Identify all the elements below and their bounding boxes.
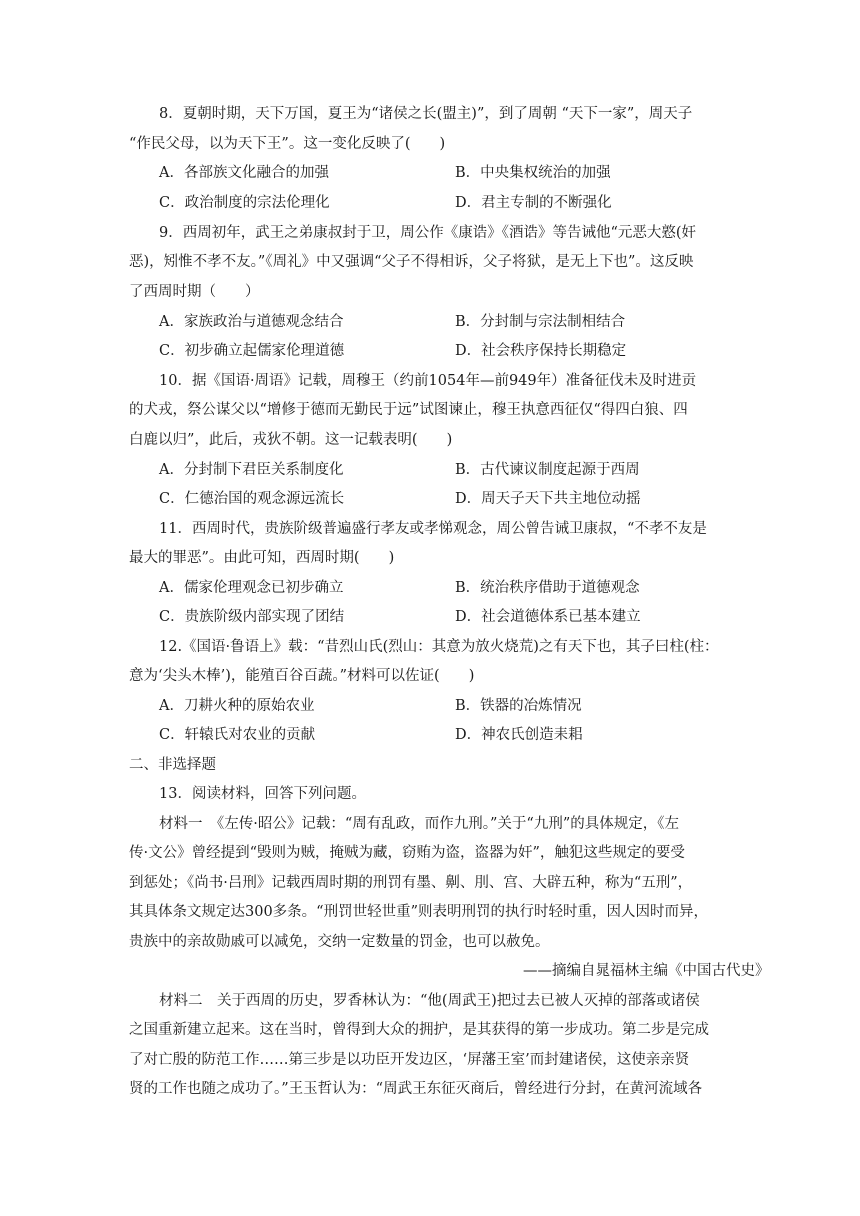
question-10-option-b: B．古代谏议制度起源于西周 [455, 462, 640, 478]
question-11-line-1: 11．西周时代，贵族阶级普遍盛行孝友或孝悌观念，周公曾告诫卫康叔，“不孝不友是 [159, 521, 707, 537]
question-8-option-b: B．中央集权统治的加强 [455, 165, 611, 181]
question-9-option-d: D．社会秩序保持长期稳定 [455, 343, 627, 359]
question-9-line-3: 了西周时期（ ） [129, 284, 260, 300]
question-11-line-2: 最大的罪恶”。由此可知，西周时期( ) [129, 550, 395, 566]
section-title: 二、非选择题 [129, 757, 216, 773]
question-9-option-b: B．分封制与宗法制相结合 [455, 314, 626, 330]
material-1-line-2: 传·文公》曾经提到“毁则为贼，掩贼为藏，窃贿为盗，盗器为奸”，触犯这些规定的要受 [129, 845, 685, 861]
question-12-option-a: A．刀耕火种的原始农业 [159, 698, 315, 714]
material-1-line-5: 贵族中的亲故勋戚可以减免，交纳一定数量的罚金，也可以赦免。 [129, 934, 550, 950]
material-2-line-2: 之国重新建立起来。这在当时，曾得到大众的拥护，是其获得的第一步成功。第二步是完成 [129, 1022, 709, 1038]
question-10-line-3: 白鹿以归”，此后，戎狄不朝。这一记载表明( ) [129, 432, 453, 448]
question-12-option-d: D．神农氏创造耒耜 [455, 727, 583, 743]
question-8-option-a: A．各部族文化融合的加强 [159, 165, 329, 181]
material-2-line-4: 贤的工作也随之成功了。”王玉哲认为：“周武王东征灭商后，曾经进行分封，在黄河流域各 [129, 1081, 703, 1097]
question-11-option-b: B．统治秩序借助于道德观念 [455, 580, 640, 596]
question-8-option-c: C．政治制度的宗法伦理化 [159, 195, 330, 211]
question-12-option-c: C．轩辕氏对农业的贡献 [159, 727, 316, 743]
question-10-option-c: C．仁德治国的观念源远流长 [159, 491, 345, 507]
question-8-line-2: “作民父母，以为天下王”。这一变化反映了( ) [129, 136, 446, 152]
question-9-line-1: 9．西周初年，武王之弟康叔封于卫，周公作《康诰》《酒诰》等告诫他“元恶大憝(奸 [159, 225, 697, 241]
material-1-line-4: 其具体条文规定达300多条。“刑罚世轻世重”则表明刑罚的执行时轻时重，因人因时而异， [129, 904, 708, 920]
question-10-line-2: 的犬戎，祭公谋父以“增修于德而无勤民于远”试图谏止，穆王执意西征仅“得四白狼、四 [129, 402, 688, 418]
material-1-line-3: 到惩处；《尚书·吕刑》记载西周时期的刑罚有墨、劓、刖、宫、大辟五种，称为“五刑”， [129, 875, 693, 891]
question-12-option-b: B．铁器的冶炼情况 [455, 698, 582, 714]
question-10-option-a: A．分封制下君臣关系制度化 [159, 462, 344, 478]
material-1-source: ——摘编自晁福林主编《中国古代史》 [523, 963, 770, 979]
question-10-line-1: 10．据《国语·周语》记载，周穆王（约前1054年—前949年）准备征伐未及时进贡 [159, 373, 697, 389]
question-12-line-2: 意为‘尖头木棒’)，能殖百谷百蔬。”材料可以佐证( ) [129, 668, 475, 684]
question-9-line-2: 恶)，矧惟不孝不友。”《周礼》中又强调“父子不得相诉，父子将狱，是无上下也”。这反映 [129, 254, 694, 270]
question-9-option-c: C．初步确立起儒家伦理道德 [159, 343, 345, 359]
question-12-line-1: 12.《国语·鲁语上》载：“昔烈山氏(烈山：其意为放火烧荒)之有天下也，其子曰柱(柱： [159, 639, 719, 655]
material-1-line-1: 材料一 《左传·昭公》记载：“周有乱政，而作九刑。”关于“九刑”的具体规定，《左 [159, 816, 680, 832]
question-9-option-a: A．家族政治与道德观念结合 [159, 314, 344, 330]
material-2-line-1: 材料二 关于西周的历史，罗香林认为：“他(周武王)把过去已被人灭掉的部落或诸侯 [159, 993, 700, 1009]
question-10-option-d: D．周天子天下共主地位动摇 [455, 491, 641, 507]
question-8-option-d: D．君主专制的不断强化 [455, 195, 612, 211]
question-8-line-1: 8．夏朝时期，天下万国，夏王为“诸侯之长(盟主)”，到了周朝 “天下一家”，周天子 [159, 106, 693, 122]
material-2-line-3: 了对亡殷的防范工作……第三步是以功臣开发边区，‘屏藩王室’而封建诸侯，这使亲亲贤 [129, 1052, 690, 1068]
question-11-option-a: A．儒家伦理观念已初步确立 [159, 580, 344, 596]
question-11-option-c: C．贵族阶级内部实现了团结 [159, 609, 345, 625]
question-13-prompt: 13．阅读材料，回答下列问题。 [159, 786, 366, 802]
question-11-option-d: D．社会道德体系已基本建立 [455, 609, 641, 625]
